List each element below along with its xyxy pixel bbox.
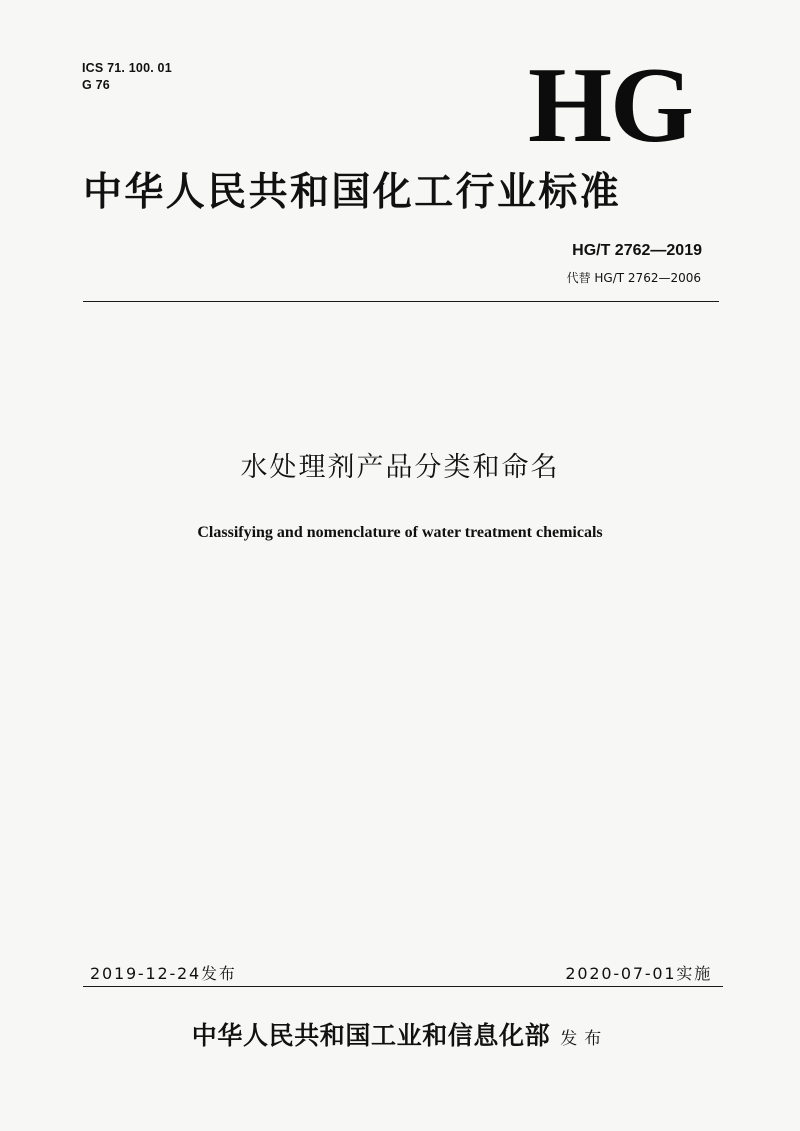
replaced-standard: 代替 HG/T 2762—2006 — [566, 271, 701, 285]
footer-divider — [83, 986, 723, 987]
document-title-en: Classifying and nomenclature of water treatment chemicals — [197, 524, 603, 541]
hg-logo: HG — [528, 46, 693, 165]
implementation-date-line — [565, 963, 712, 985]
publisher-line — [0, 1019, 800, 1056]
ics-code: ICS 71. 100. 01 — [82, 61, 172, 75]
issue-date: 2019-12-24 — [90, 964, 201, 983]
publisher-name: 中华人民共和国工业和信息化部 — [191, 1021, 551, 1050]
document-title-cn: 水处理剂产品分类和命名 — [240, 452, 560, 483]
ccs-code: G 76 — [82, 78, 110, 92]
implementation-label: 实施 — [676, 964, 712, 983]
implementation-date: 2020-07-01 — [565, 964, 677, 983]
standard-category-title: 中华人民共和国化工行业标准 — [83, 170, 622, 215]
classification-codes — [82, 60, 172, 94]
header-divider — [83, 301, 719, 302]
standard-number: HG/T 2762—2019 — [572, 242, 702, 259]
publisher-action: 发布 — [560, 1029, 609, 1049]
issue-date-line — [90, 963, 237, 985]
issue-label: 发布 — [200, 964, 237, 983]
